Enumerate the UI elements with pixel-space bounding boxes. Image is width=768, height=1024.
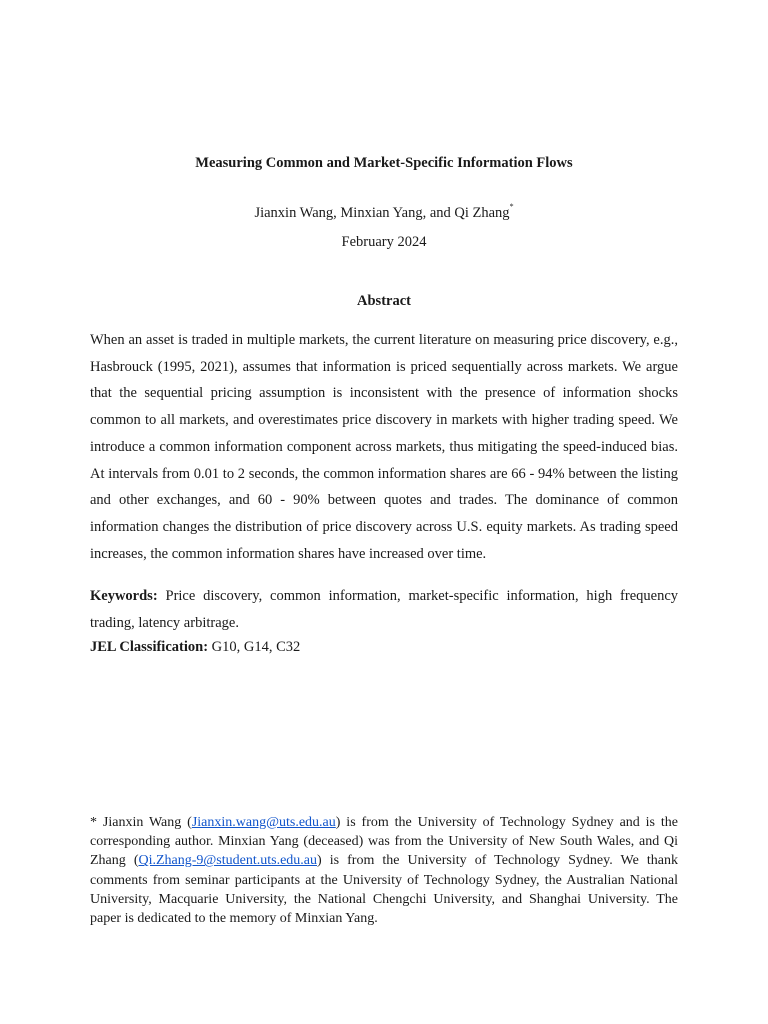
paper-title: Measuring Common and Market-Specific Information Flows xyxy=(195,155,573,171)
footnote-text-3: ) is from the University of Technology Sydney. We thank comments from seminar participants at the University of Technology Sydney, the Australian National University, Macquarie University, the National Chengchi University, and Shanghai University. The paper is dedicated to the memory of Minxian Yang. xyxy=(90,853,678,927)
author-footnote-mark: * xyxy=(509,202,514,211)
paper-date: February 2024 xyxy=(341,234,427,250)
keywords-text: Price discovery, common information, market-specific information, high frequency trading, latency arbitrage. xyxy=(90,588,679,631)
keywords-section xyxy=(90,583,678,636)
email-link-zhang[interactable]: Qi.Zhang-9@student.uts.edu.au xyxy=(138,853,318,869)
abstract-text: When an asset is traded in multiple markets, the current literature on measuring price discovery, e.g., Hasbrouck (1995, 2021), assumes that information is priced sequentially across markets. We argue that the sequential pricing assumption is inconsistent with the presence of information shocks common to all markets, and overestimates price discovery in markets with higher trading speed. We introduce a common information component across markets, thus mitigating the speed-induced bias. At intervals from 0.01 to 2 seconds, the common information shares are 66 - 94% between the listing and other exchanges, and 60 - 90% between quotes and trades. The dominance of common information changes the distribution of price discovery across U.S. equity markets. As trading speed increases, the common information shares have increased over time. xyxy=(90,332,678,562)
keywords-label: Keywords: xyxy=(90,588,158,604)
author-footnote xyxy=(90,813,678,928)
jel-text: G10, G14, C32 xyxy=(211,639,301,655)
footnote-text-1: Jianxin Wang ( xyxy=(102,815,192,830)
abstract-heading: Abstract xyxy=(357,293,411,309)
jel-label: JEL Classification: xyxy=(90,639,209,655)
email-link-wang[interactable]: Jianxin.wang@uts.edu.au xyxy=(191,815,336,830)
authors: Jianxin Wang, Minxian Yang, and Qi Zhang xyxy=(254,204,510,221)
footnote-text-2: ) is from the University of Technology Sydney and is the corresponding author. Minxian Yang (deceased) was from the University of New South Wales, and Qi Zhang ( xyxy=(90,815,678,869)
footnote-mark: * xyxy=(90,815,97,830)
jel-section xyxy=(90,637,678,657)
author-line xyxy=(0,204,768,222)
